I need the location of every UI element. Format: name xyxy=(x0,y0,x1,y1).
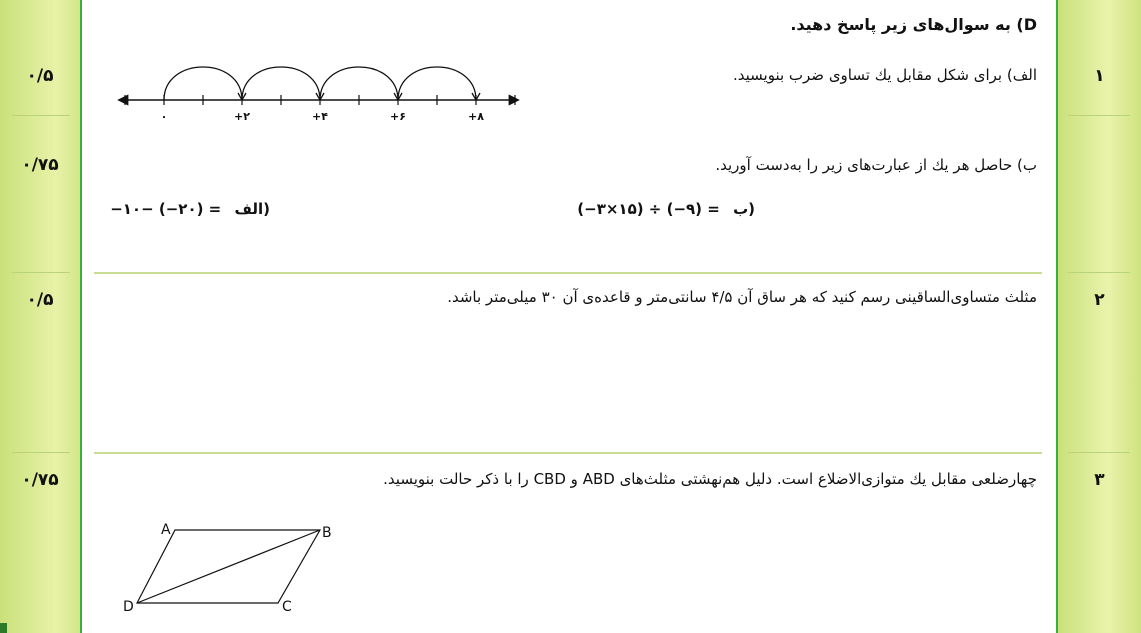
vertex-label-b: B xyxy=(322,525,332,541)
question-3-text: چهارضلعی مقابل یك متوازی‌الاضلاع است. دلیل هم‌نهشتی مثلث‌های ABD و CBD را با ذکر حالت بنویسید. xyxy=(383,470,1037,488)
score-badge: ۰/۷۵ xyxy=(21,470,59,490)
number-line-label: +۲ xyxy=(234,110,250,123)
vertex-label-c: C xyxy=(282,599,292,615)
number-line-label: +۸ xyxy=(468,110,484,123)
expression-a-label: (الف xyxy=(234,200,270,218)
section-letter: D) xyxy=(1016,15,1037,34)
question-separator xyxy=(94,272,1042,274)
question-number-column xyxy=(1058,0,1141,633)
vertex-label-a: A xyxy=(161,522,171,538)
number-line-label: ۰ xyxy=(160,110,168,123)
page-corner-mark xyxy=(0,623,7,633)
number-line-label: +۴ xyxy=(312,110,328,123)
diagonal-bd xyxy=(137,530,320,603)
expression-b-value: (−۳×۱۵) ÷ (−۹) = xyxy=(577,200,720,218)
question-number: ۳ xyxy=(1094,470,1105,490)
section-title: به سوال‌های زیر پاسخ دهید. xyxy=(790,15,1011,34)
left-border xyxy=(80,0,82,633)
number-separator xyxy=(1068,272,1130,273)
score-badge: ۰/۷۵ xyxy=(21,155,59,175)
right-border xyxy=(1056,0,1058,633)
question-2-text: مثلث متساوی‌الساقینی رسم کنید که هر ساق آن ۴/۵ سانتی‌متر و قاعده‌ی آن ۳۰ میلی‌متر باشد. xyxy=(447,288,1037,306)
question-1b-text: ب) حاصل هر یك از عبارت‌های زیر را به‌دست آورید. xyxy=(715,156,1037,174)
question-1a-text: الف) برای شکل مقابل یك تساوی ضرب بنویسید. xyxy=(732,66,1037,84)
score-separator xyxy=(12,272,70,273)
question-number: ۲ xyxy=(1094,290,1105,310)
score-separator xyxy=(12,115,70,116)
score-badge: ۰/۵ xyxy=(26,290,54,310)
number-line-label: +۶ xyxy=(390,110,406,123)
expression-b-label: (ب xyxy=(733,200,755,218)
parallelogram-figure xyxy=(115,515,345,625)
score-badge: ۰/۵ xyxy=(26,66,54,86)
number-separator xyxy=(1068,452,1130,453)
section-header xyxy=(790,15,1037,34)
expression-a-value: −۱۰− (−۲۰) = xyxy=(110,200,222,218)
vertex-label-d: D xyxy=(123,599,134,615)
number-line-figure xyxy=(115,60,525,130)
expression-b xyxy=(577,200,755,218)
expression-a-block xyxy=(110,200,270,218)
question-number: ۱ xyxy=(1094,66,1105,86)
number-separator xyxy=(1068,115,1130,116)
score-separator xyxy=(12,452,70,453)
question-separator xyxy=(94,452,1042,454)
score-column xyxy=(0,0,80,633)
